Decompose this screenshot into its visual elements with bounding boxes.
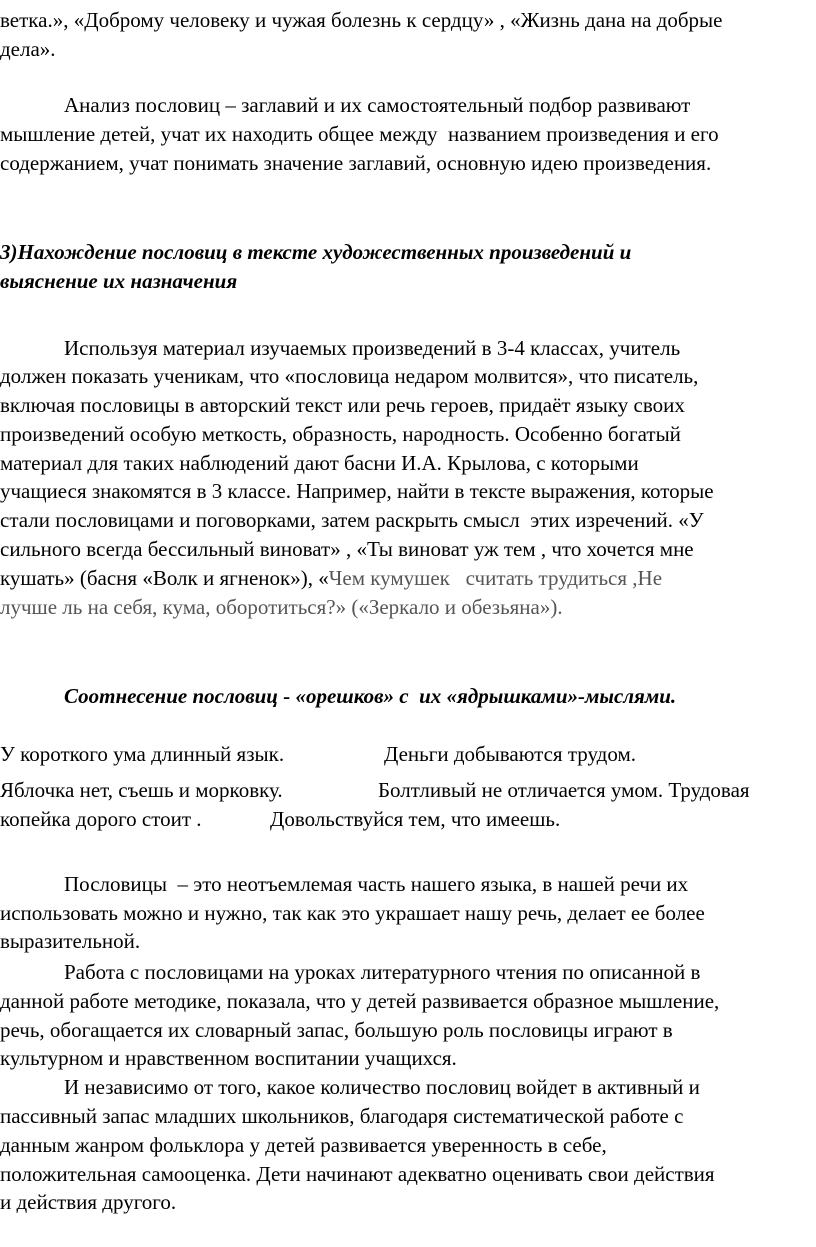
section3-line-9-quote: Чем кумушек считать трудиться ,Не (328, 566, 663, 590)
section3-line-5: материал для таких наблюдений дают басни И.А. Крылова, с которыми (0, 451, 639, 475)
section3-heading-line-1: 3)Нахождение пословиц в тексте художественных произведений и (0, 240, 632, 264)
analysis-line-3: содержанием, учат понимать значение заглавий, основную идею произведения. (0, 151, 712, 175)
conclusion1-line-3: выразительной. (0, 929, 141, 953)
section3-line-4: произведений особую меткость, образность, народность. Особенно богатый (0, 422, 681, 446)
section3-line-10-quote: лучше ль на себя, кума, оборотиться?» («Зеркало и обезьяна»). (0, 595, 563, 619)
conclusion2-line-2: данной работе методике, показала, что у детей развивается образное мышление, (0, 989, 720, 1013)
section3-line-1: Используя материал изучаемых произведений в 3-4 классах, учитель (64, 336, 681, 360)
conclusion3-line-3: данным жанром фольклора у детей развивается уверенность в себе, (0, 1133, 607, 1157)
section3-line-8: сильного всегда бессильный виноват» , «Ты виноват уж тем , что хочется мне (0, 537, 694, 561)
section3-heading-line-2: выяснение их назначения (0, 269, 238, 293)
conclusion3-line-4: положительная самооценка. Дети начинают адекватно оценивать свои действия (0, 1162, 715, 1186)
proverb-line-3-left: копейка дорого стоит . (0, 807, 202, 831)
intro-line-2: дела». (0, 37, 56, 61)
conclusion3-line-2: пассивный запас младших школьников, благодаря систематической работе с (0, 1104, 684, 1128)
matching-heading: Соотнесение пословиц - «орешков» с их «ядрышками»-мыслями. (64, 684, 677, 708)
proverb-line-2-right: Болтливый не отличается умом. Трудовая (378, 778, 750, 802)
intro-line-1: ветка.», «Доброму человеку и чужая болезнь к сердцу» , «Жизнь дана на добрые (0, 8, 723, 32)
section3-line-6: учащиеся знакомятся в 3 классе. Например, найти в тексте выражения, которые (0, 479, 714, 503)
conclusion2-line-4: культурном и нравственном воспитании учащихся. (0, 1046, 457, 1070)
section3-line-2: должен показать ученикам, что «пословица недаром молвится», что писатель, (0, 364, 699, 388)
section3-line-9-black: кушать» (басня «Волк и ягненок»), « (0, 566, 329, 590)
proverb-line-1-right: Деньги добываются трудом. (384, 742, 636, 766)
proverb-line-2-left: Яблочка нет, съешь и морковку. (0, 778, 283, 802)
conclusion3-line-5: и действия другого. (0, 1190, 177, 1214)
conclusion2-line-1: Работа с пословицами на уроках литературного чтения по описанной в (64, 960, 701, 984)
section3-line-7: стали пословицами и поговорками, затем раскрыть смысл этих изречений. «У (0, 508, 704, 532)
analysis-line-2: мышление детей, учат их находить общее между названием произведения и его (0, 122, 719, 146)
conclusion2-line-3: речь, обогащается их словарный запас, большую роль пословицы играют в (0, 1018, 673, 1042)
section3-line-9 (0, 564, 662, 593)
proverb-line-3-right: Довольствуйся тем, что имеешь. (270, 807, 561, 831)
analysis-line-1: Анализ пословиц – заглавий и их самостоятельный подбор развивают (64, 93, 691, 117)
conclusion1-line-1: Пословицы – это неотъемлемая часть нашего языка, в нашей речи их (64, 872, 689, 896)
section3-line-3: включая пословицы в авторский текст или речь героев, придаёт языку своих (0, 393, 685, 417)
conclusion1-line-2: использовать можно и нужно, так как это украшает нашу речь, делает ее более (0, 901, 705, 925)
conclusion3-line-1: И независимо от того, какое количество пословиц войдет в активный и (64, 1075, 700, 1099)
proverb-line-1-left: У короткого ума длинный язык. (0, 742, 285, 766)
